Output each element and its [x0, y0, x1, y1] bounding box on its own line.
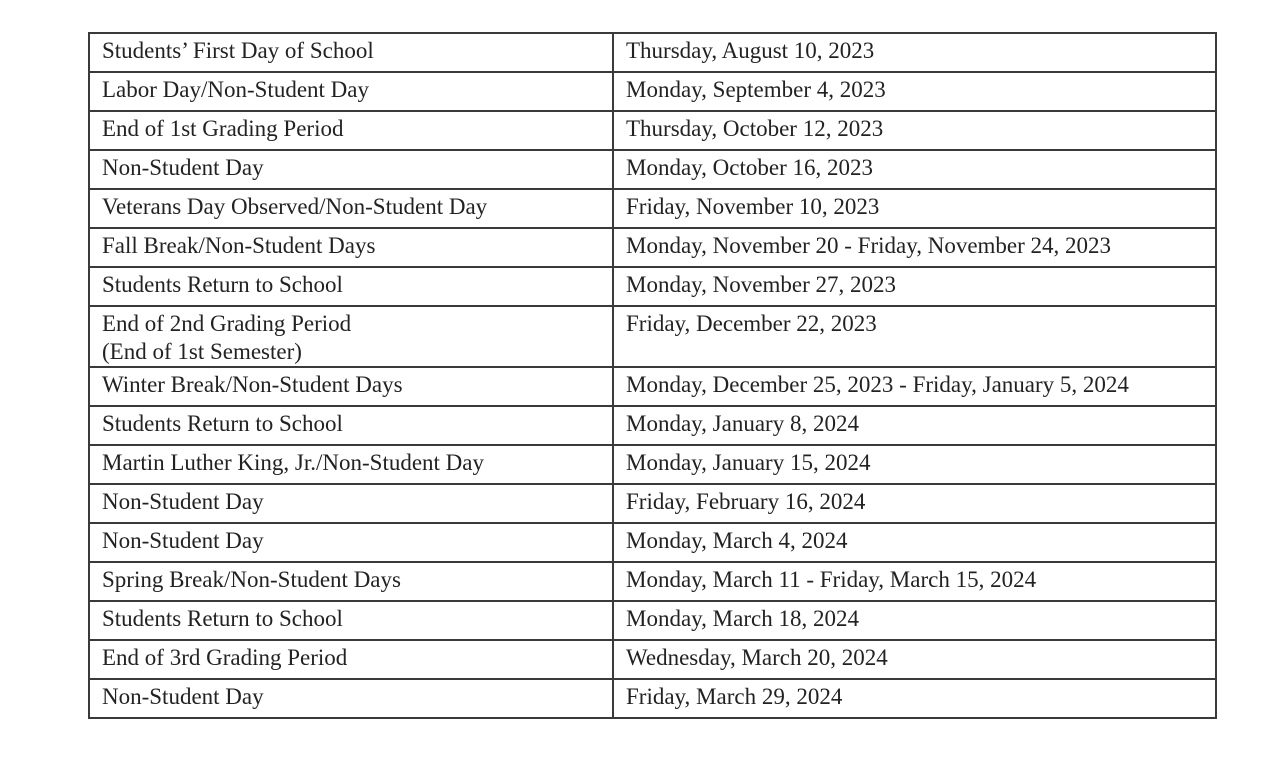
date-cell [613, 640, 1216, 679]
event-cell [89, 189, 613, 228]
table-row [89, 367, 1216, 406]
event-date: Thursday, October 12, 2023 [626, 116, 884, 141]
event-date: Monday, November 20 - Friday, November 24, 2023 [626, 233, 1112, 258]
event-name: Labor Day/Non-Student Day [102, 77, 369, 102]
event-date: Monday, January 8, 2024 [626, 411, 859, 436]
event-cell [89, 679, 613, 718]
event-cell [89, 150, 613, 189]
event-date: Friday, March 29, 2024 [626, 684, 843, 709]
date-cell [613, 150, 1216, 189]
event-date: Friday, February 16, 2024 [626, 489, 866, 514]
event-date: Monday, January 15, 2024 [626, 450, 871, 475]
date-cell [613, 679, 1216, 718]
event-name: End of 2nd Grading Period [102, 311, 352, 336]
event-name: Non-Student Day [102, 489, 264, 514]
event-cell [89, 445, 613, 484]
date-cell [613, 601, 1216, 640]
event-name: Students’ First Day of School [102, 38, 374, 63]
event-name: Veterans Day Observed/Non-Student Day [102, 194, 488, 219]
event-name: Spring Break/Non-Student Days [102, 567, 401, 592]
date-cell [613, 367, 1216, 406]
table-row [89, 189, 1216, 228]
event-cell [89, 406, 613, 445]
date-cell [613, 111, 1216, 150]
date-cell [613, 72, 1216, 111]
event-cell [89, 111, 613, 150]
event-cell [89, 72, 613, 111]
event-name-line2: (End of 1st Semester) [102, 339, 302, 364]
event-name: Non-Student Day [102, 155, 264, 180]
table-row [89, 111, 1216, 150]
event-cell [89, 33, 613, 72]
event-cell [89, 306, 613, 367]
table-row [89, 445, 1216, 484]
event-name-multiline [102, 307, 600, 366]
event-name: Students Return to School [102, 606, 343, 631]
table-row [89, 406, 1216, 445]
event-name: End of 1st Grading Period [102, 116, 344, 141]
event-name: Fall Break/Non-Student Days [102, 233, 376, 258]
date-cell [613, 445, 1216, 484]
table-row [89, 601, 1216, 640]
event-date: Monday, September 4, 2023 [626, 77, 886, 102]
document-title [430, 0, 810, 6]
event-date: Monday, March 4, 2024 [626, 528, 848, 553]
event-cell [89, 601, 613, 640]
event-name: Students Return to School [102, 411, 343, 436]
event-cell [89, 228, 613, 267]
event-cell [89, 367, 613, 406]
date-cell [613, 228, 1216, 267]
event-date: Monday, March 18, 2024 [626, 606, 859, 631]
table-row [89, 33, 1216, 72]
table-row [89, 150, 1216, 189]
event-name: Students Return to School [102, 272, 343, 297]
date-cell [613, 562, 1216, 601]
event-name: End of 3rd Grading Period [102, 645, 348, 670]
date-cell [613, 267, 1216, 306]
event-date: Monday, October 16, 2023 [626, 155, 873, 180]
event-cell [89, 562, 613, 601]
calendar-table-body [89, 33, 1216, 718]
table-row [89, 679, 1216, 718]
event-date: Wednesday, March 20, 2024 [626, 645, 888, 670]
event-cell [89, 523, 613, 562]
date-cell [613, 189, 1216, 228]
event-date: Monday, November 27, 2023 [626, 272, 896, 297]
table-row [89, 72, 1216, 111]
event-cell [89, 484, 613, 523]
date-cell [613, 523, 1216, 562]
event-date: Friday, December 22, 2023 [626, 311, 877, 336]
event-name: Non-Student Day [102, 528, 264, 553]
table-row [89, 306, 1216, 367]
date-cell [613, 406, 1216, 445]
event-date: Monday, December 25, 2023 - Friday, January 5, 2024 [626, 372, 1129, 397]
event-cell [89, 640, 613, 679]
event-date: Friday, November 10, 2023 [626, 194, 880, 219]
table-row [89, 267, 1216, 306]
table-row [89, 228, 1216, 267]
school-calendar-table [88, 32, 1217, 719]
event-name: Non-Student Day [102, 684, 264, 709]
event-date: Monday, March 11 - Friday, March 15, 2024 [626, 567, 1037, 592]
event-cell [89, 267, 613, 306]
table-row [89, 562, 1216, 601]
date-cell [613, 306, 1216, 367]
table-row [89, 640, 1216, 679]
date-cell [613, 33, 1216, 72]
event-name: Martin Luther King, Jr./Non-Student Day [102, 450, 485, 475]
table-row [89, 484, 1216, 523]
event-date: Thursday, August 10, 2023 [626, 38, 875, 63]
date-cell [613, 484, 1216, 523]
table-row [89, 523, 1216, 562]
event-name: Winter Break/Non-Student Days [102, 372, 403, 397]
